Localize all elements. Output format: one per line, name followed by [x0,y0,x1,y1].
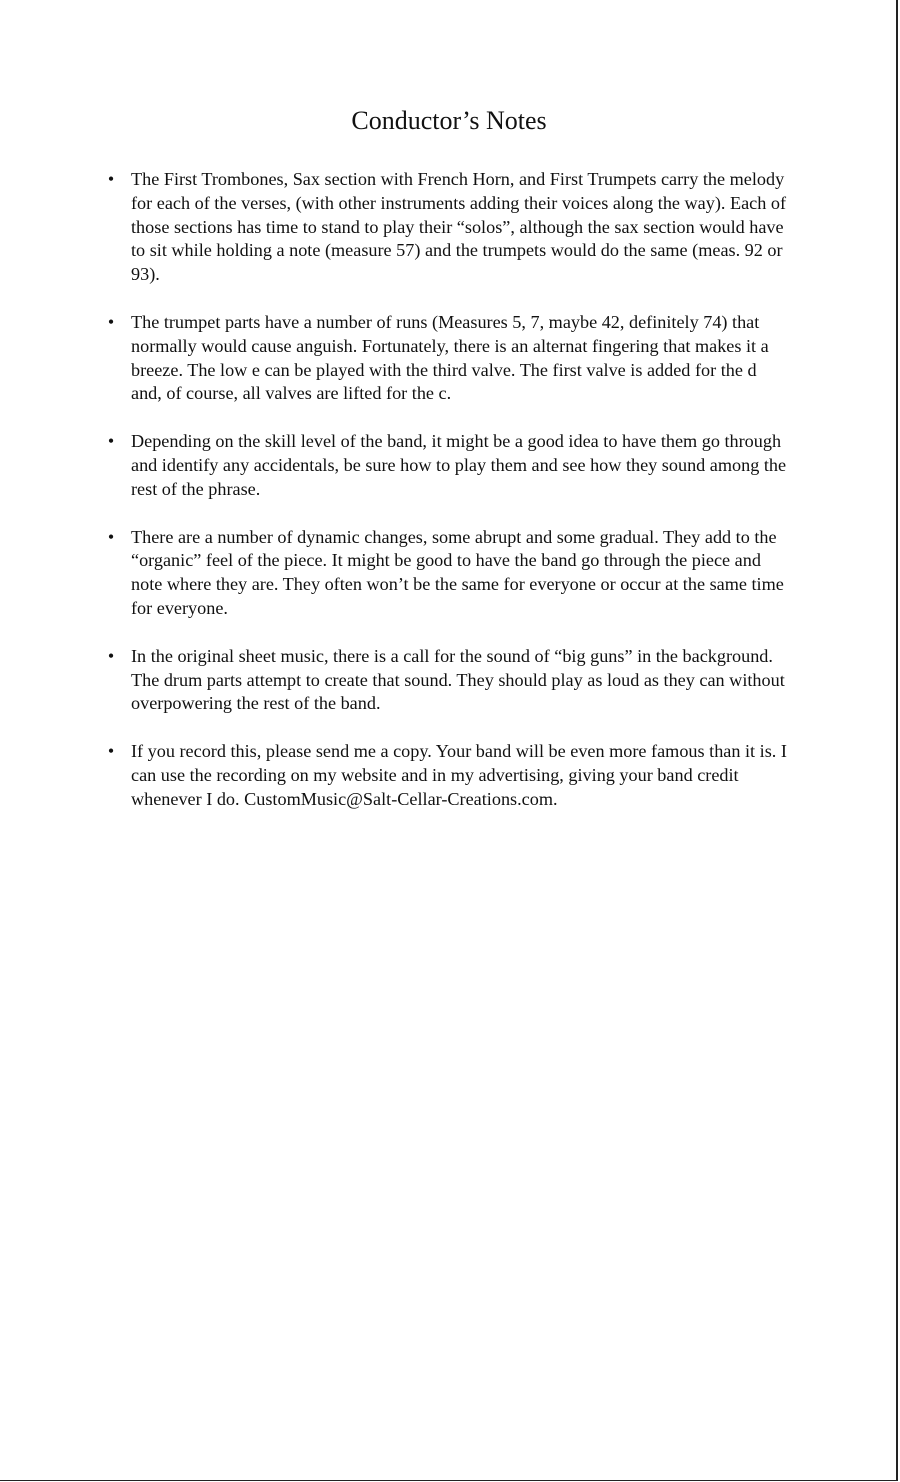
note-text: Depending on the skill level of the band, it might be a good idea to have them go through and identify any accidentals, be sure how to play them and see how they sound among the rest of the phrase. [131,431,787,499]
bullet-icon: • [107,741,115,762]
note-text: If you record this, please send me a copy. Your band will be even more famous than it is. I can use the recording on my website and in my advertising, giving your band credit whenever I do. CustomMusic@Salt-Cellar-Creations.com. [131,741,787,809]
bullet-icon: • [107,169,115,189]
note-text: The trumpet parts have a number of runs (Measures 5, 7, maybe 42, definitely 74) that normally would cause anguish. Fortunately, there is an alternat fingering that makes it a breeze. The low e can be played with the third valve. The first valve is added for the d and, of course, all valves are lifted for the c. [131,311,769,404]
note-text: The First Trombones, Sax section with French Horn, and First Trumpets carry the melody for each of the verses, (with other instruments adding their voices along the way). Each of those sections has time to stand to play their “solos”, although the sax section would have to sit while holding a note (measure 57) and the trumpets would do the same (meas. 92 or 93). [131,169,787,285]
note-item-6 [0,740,791,811]
note-item-3 [0,430,791,501]
note-text: There are a number of dynamic changes, some abrupt and some gradual. They add to the “organic” feel of the piece. It might be good to have the band go through the piece and note where they are. They often won’t be the same for everyone or occur at the same time for everyone. [131,526,784,618]
note-item-2 [0,311,791,406]
note-item-5 [0,645,791,716]
notes-list [0,168,898,836]
bullet-icon: • [107,431,115,452]
note-item-4 [0,526,791,621]
page-title: Conductor’s Notes [351,106,547,135]
note-text: In the original sheet music, there is a call for the sound of “big guns” in the background. The drum parts attempt to create that sound. They should play as loud as they can without overpowering the rest of the band. [131,645,785,714]
bullet-icon: • [107,526,115,547]
note-item-1 [0,168,791,287]
bullet-icon: • [107,645,115,666]
bullet-icon: • [107,311,115,332]
